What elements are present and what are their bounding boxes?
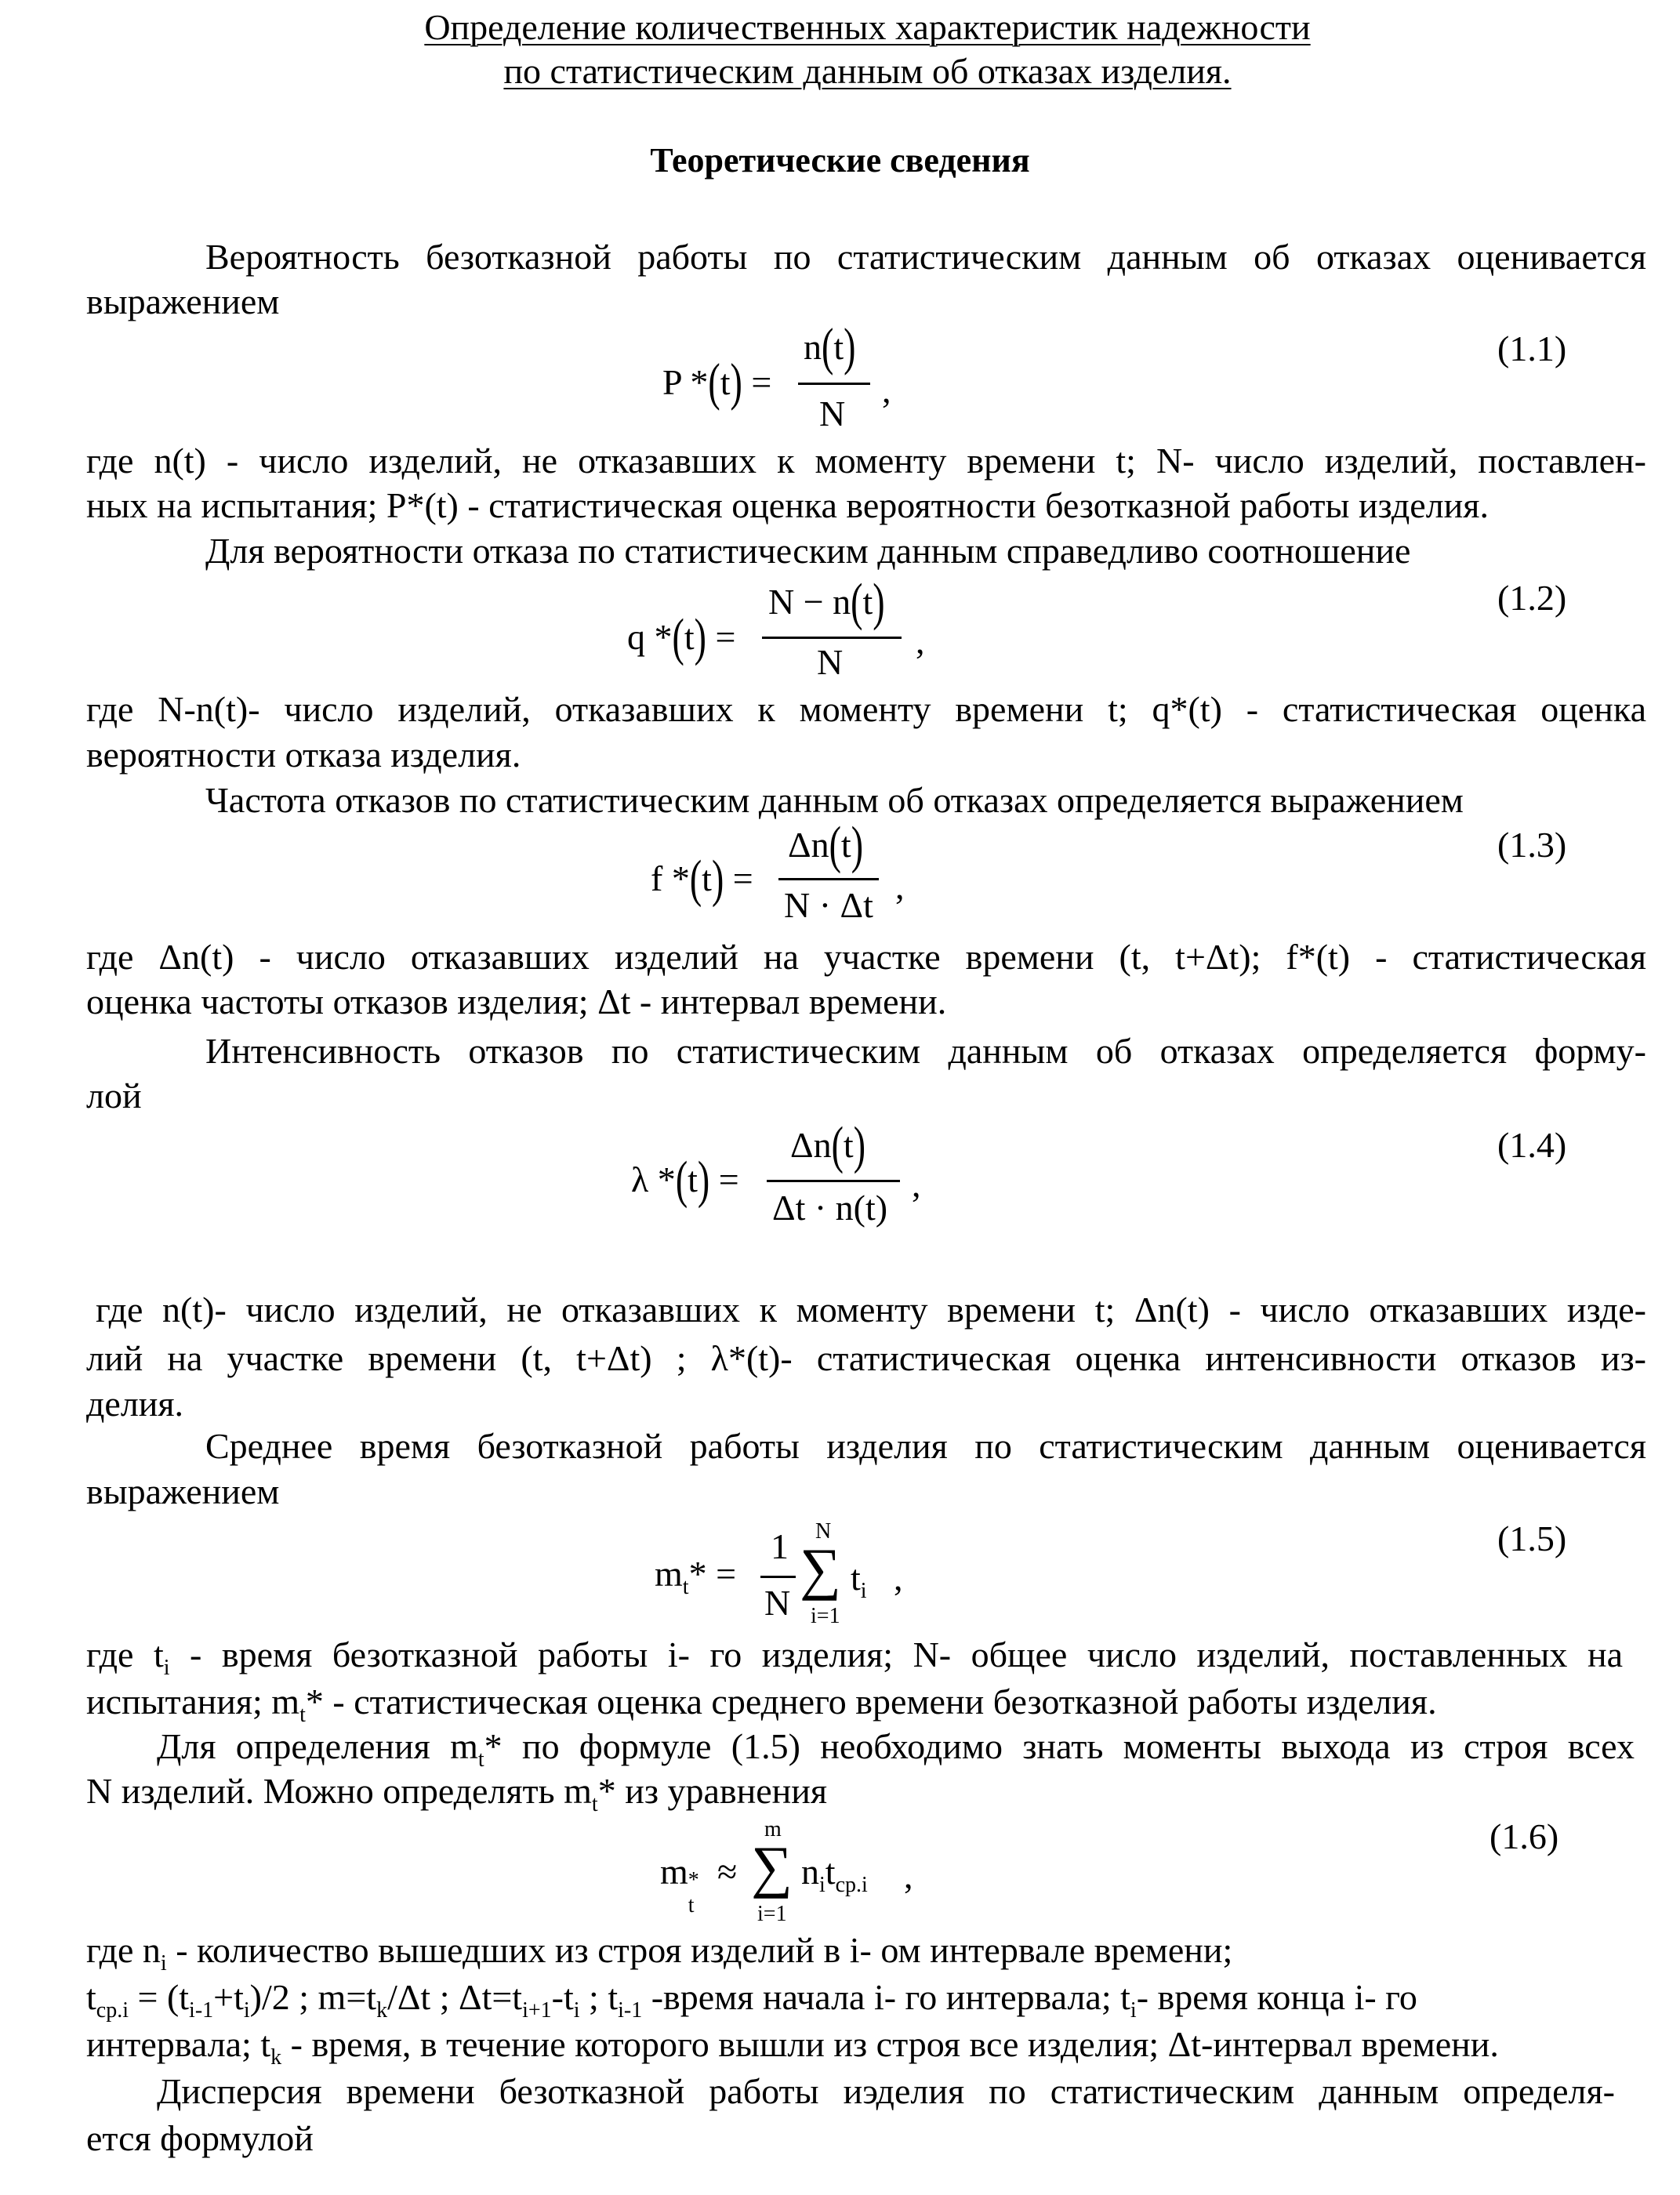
paragraph-10-line-1: где $t_i$ - время безотказной работы i- го изделия; N- общее число изделий, поставленных на — [86, 1634, 1623, 1681]
paragraph-7-line-1: Интенсивность отказов по статистическим данным об отказах определяется форму- — [205, 1031, 1646, 1071]
eq5-lhs-sub: t — [682, 1575, 689, 1600]
eq6-term1-sub: i — [819, 1873, 825, 1898]
paragraph-2-line-1: где n(t) - число изделий, не отказавших к моменту времени t; N- число изделий, поставлен- — [86, 441, 1646, 481]
eq6-comma: , — [904, 1856, 913, 1896]
equation-number-1-4: (1.4) — [1497, 1125, 1567, 1165]
equation-number-1-1: (1.1) — [1497, 328, 1567, 368]
paragraph-8-line-3: делия. — [86, 1384, 184, 1424]
eq5-lhs: m — [655, 1554, 683, 1594]
paragraph-7-line-2: лой — [86, 1076, 142, 1116]
eq1-numerator-arg: t — [833, 327, 844, 367]
document-title-line-2: по статистическим данным об отказах изделия. — [503, 51, 1232, 91]
eq6-lhs-sup: * — [688, 1868, 699, 1892]
paragraph-2-line-2: ных на испытания; P*(t) - статистическая оценка вероятности безотказной работы изделия. — [86, 485, 1489, 525]
paragraph-4-line-1: где N-n(t)- число изделий, отказавших к моменту времени t; q*(t) - статистическая оценка — [86, 689, 1646, 729]
eq3-numerator-arg: t — [840, 825, 851, 865]
eq5-frac-denominator: N — [764, 1583, 791, 1623]
equation-number-1-6: (1.6) — [1490, 1816, 1559, 1856]
section-heading: Теоретические сведения — [650, 141, 1030, 180]
eq1-denominator: N — [819, 394, 846, 434]
eq2-numerator: N − n — [768, 582, 851, 622]
sigma-icon: ∑ — [800, 1537, 841, 1602]
eq2-fraction-bar — [762, 637, 902, 639]
paragraph-4-line-2: вероятности отказа изделия. — [86, 735, 521, 775]
sigma-icon-2: ∑ — [751, 1835, 793, 1899]
eq5-comma: , — [894, 1558, 903, 1598]
document-title-line-1: Определение количественных характеристик надежности — [424, 7, 1311, 47]
eq3-lhs: f * — [651, 858, 690, 898]
paragraph-8-line-1: где n(t)- число изделий, не отказавших к моменту времени t; Δn(t) - число отказавших изде- — [96, 1290, 1646, 1330]
eq3-denominator: N · Δt — [784, 885, 873, 925]
eq4-arg: t — [688, 1159, 698, 1199]
equation-number-1-3: (1.3) — [1497, 825, 1567, 865]
eq6-sum-bottom: i=1 — [757, 1902, 787, 1926]
paragraph-1-line-2: выражением — [86, 281, 280, 321]
paragraph-5-line-1: Частота отказов по статистическим данным об отказах определяется выражением — [205, 780, 1464, 820]
eq1-comma: , — [882, 370, 891, 410]
eq6-sum-top: m — [764, 1817, 782, 1841]
paragraph-9-line-1: Среднее время безотказной работы изделия по статистическим данным оценивается — [205, 1426, 1646, 1466]
eq2-denominator: N — [817, 642, 844, 682]
paragraph-6-line-1: где Δn(t) - число отказавших изделий на участке времени (t, t+Δt); f*(t) - статистическая — [86, 937, 1646, 977]
equation-number-1-5: (1.5) — [1497, 1518, 1567, 1558]
eq4-numerator: Δn — [790, 1125, 832, 1165]
eq3-numerator: Δn — [788, 825, 829, 865]
paragraph-11-line-1: Для определения $m_t*$ по формуле (1.5) необходимо знать моменты выхода из строя всех — [157, 1726, 1635, 1772]
eq4-denominator: Δt · n(t) — [772, 1188, 888, 1228]
paragraph-12-line-2: $t_{cp.i} = (t_{i-1}+t_i)/2$ ; $m=t_k/\Delta t$ ; $\Delta t=t_{i+1}-t_i$ ; $t_{i-1}$ -время начала i- го интервала; $t_i-$ время конца i- го — [86, 1977, 1417, 2023]
paragraph-12-line-2-source — [0, 0, 1, 1]
eq1-fraction-bar — [798, 383, 870, 385]
eq5-frac-numerator: 1 — [771, 1526, 789, 1566]
paragraph-12-line-1: где $n_i$ - количество вышедших из строя изделий в i- ом интервале времени; — [86, 1930, 1233, 1976]
paragraph-12-line-3: интервала; $t_k$ - время, в течение которого вышли из строя все изделия; Δt-интервал времени. — [86, 2024, 1499, 2070]
eq4-fraction-bar — [767, 1180, 900, 1182]
paragraph-13-line-2: ется формулой — [86, 2118, 314, 2158]
eq2-lhs: q * — [627, 617, 673, 657]
paragraph-1-line-1: Вероятность безотказной работы по статистическим данным об отказах оценивается — [205, 237, 1646, 277]
equation-number-1-2: (1.2) — [1497, 578, 1567, 618]
eq6-term2-sub: cp.i — [835, 1873, 868, 1898]
eq2-numerator-arg: t — [862, 582, 873, 622]
eq6-term1: n — [801, 1852, 819, 1892]
eq3-comma: , — [895, 866, 905, 906]
eq5-fraction-bar — [760, 1576, 796, 1578]
eq5-term-sub: i — [860, 1579, 867, 1604]
paragraph-10-line-2: испытания; $m_t*$ - статистическая оценка среднего времени безотказной работы изделия. — [86, 1682, 1437, 1728]
paragraph-6-line-2: оценка частоты отказов изделия; Δt - интервал времени. — [86, 981, 947, 1021]
eq1-arg: t — [720, 362, 731, 402]
eq6-term2: t — [825, 1852, 836, 1892]
eq1-lhs: P * — [662, 362, 709, 402]
paragraph-11-line-2: N изделий. Можно определять $m_t*$ из уравнения — [86, 1771, 828, 1817]
eq5-sum-bottom: i=1 — [811, 1604, 840, 1628]
eq6-lhs-sub: t — [688, 1893, 695, 1917]
eq3-fraction-bar — [778, 878, 879, 880]
eq6-approx: ≈ — [717, 1852, 738, 1892]
eq5-sum-top: N — [815, 1519, 832, 1544]
eq5-lhs-star: * = — [688, 1554, 737, 1594]
eq4-comma: , — [912, 1164, 921, 1204]
eq2-arg: t — [684, 617, 695, 657]
paragraph-3-line-1: Для вероятности отказа по статистическим данным справедливо соотношение — [205, 531, 1411, 571]
eq3-arg: t — [702, 858, 712, 898]
eq6-lhs: m — [660, 1852, 688, 1892]
eq4-lhs: λ * — [631, 1159, 676, 1199]
eq1-numerator: n — [804, 327, 822, 367]
paragraph-8-line-2: лий на участке времени (t, t+Δt) ; λ*(t)- статистическая оценка интенсивности отказов из- — [86, 1338, 1646, 1378]
eq4-numerator-arg: t — [843, 1125, 854, 1165]
paragraph-9-line-2: выражением — [86, 1471, 280, 1511]
eq5-term: t — [851, 1558, 861, 1598]
paragraph-13-line-1: Дисперсия времени безотказной работы иэделия по статистическим данным определя- — [157, 2071, 1615, 2111]
eq2-comma: , — [916, 621, 925, 661]
